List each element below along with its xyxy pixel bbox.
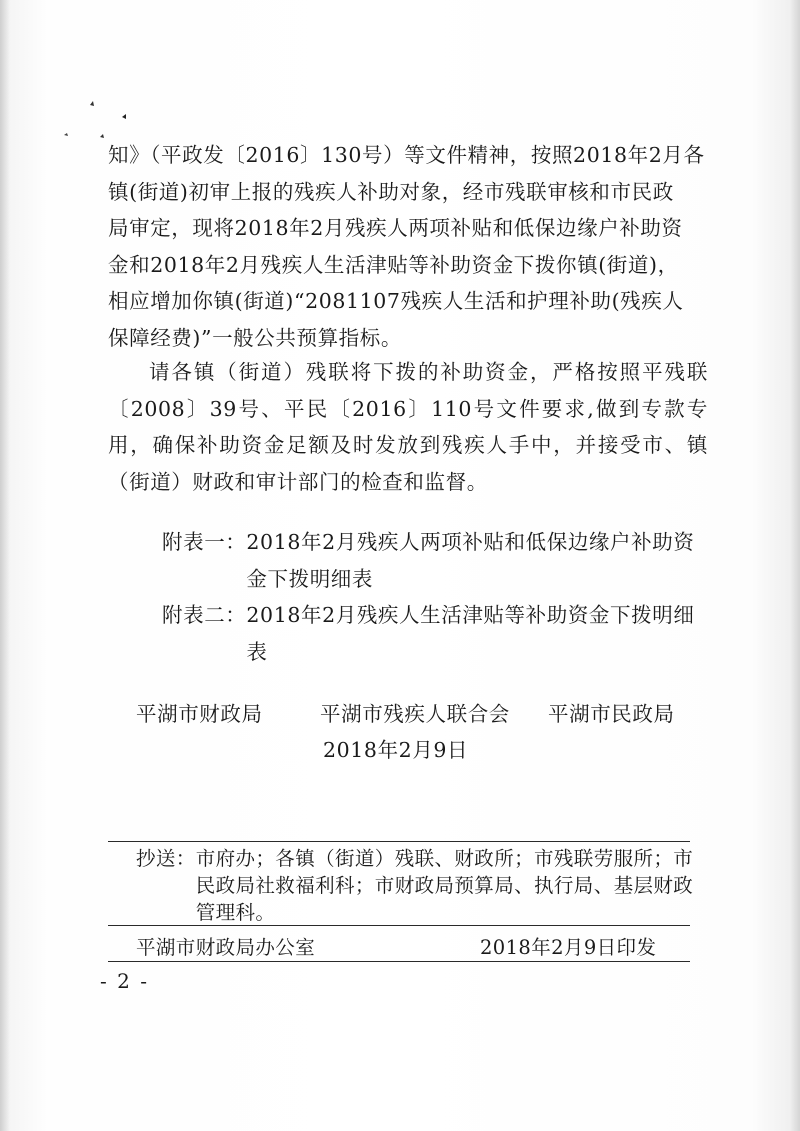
attachment-2-label: 附表二： [162,603,247,627]
cc-list [136,845,704,926]
attachment-1 [162,524,707,597]
body-line: 相应增加你镇(街道)“2081107残疾人生活和护理补助(残疾人 [108,289,684,313]
footer-rule-middle [108,925,690,926]
body-line: 镇(街道)初审上报的残疾人补助对象，经市残联审核和市民政 [108,179,674,204]
body-line: 局审定，现将2018年2月残疾人两项补贴和低保边缘户补助资 [108,216,683,240]
body-line: 金和2018年2月残疾人生活津贴等补助资金下拨你镇(街道)， [108,252,679,277]
attachment-2 [162,597,707,670]
body-paragraph-1 [108,137,708,356]
signatories [0,697,800,737]
signer-civil-affairs-bureau: 平湖市民政局 [548,702,675,726]
attachment-1-title: 2018年2月残疾人两项补贴和低保边缘户补助资金下拨明细表 [246,530,695,591]
body-line: 保障经费)”一般公共预算指标。 [108,325,402,350]
body-paragraph-2-text: 请各镇（街道）残联将下拨的补助资金，严格按照平残联〔2008〕39号、平民〔2016〕110号文件要求,做到专款专用，确保补助资金足额及时发放到残疾人手中，并接受市、镇（街道）财政和审计部门的检查和监督。 [108,360,708,494]
footer-rule-top [108,841,690,842]
scan-edge-shadow-right [790,0,800,1131]
signer-finance-bureau: 平湖市财政局 [136,702,263,726]
footer-rule-bottom [108,961,690,962]
attachment-1-label: 附表一： [162,530,247,554]
signing-date: 2018年2月9日 [323,738,469,762]
attachment-2-title: 2018年2月残疾人生活津贴等补助资金下拨明细表 [246,603,695,664]
signer-disabled-federation: 平湖市残疾人联合会 [320,702,510,726]
cc-label: 抄送： [136,847,196,870]
page-number: - 2 - [100,969,149,993]
body-paragraph-2 [108,354,708,500]
cc-recipients: 市府办；各镇（街道）残联、财政所；市残联劳服所；市民政局社救福利科；市财政局预算局、执行局、基层财政管理科。 [195,847,694,924]
scan-edge-shadow-left [0,0,10,1131]
body-line: 知》（平政发〔2016〕130号）等文件精神，按照2018年2月各 [108,143,705,167]
issue-date: 2018年2月9日印发 [480,936,657,959]
issuing-office: 平湖市财政局办公室 [136,936,316,959]
